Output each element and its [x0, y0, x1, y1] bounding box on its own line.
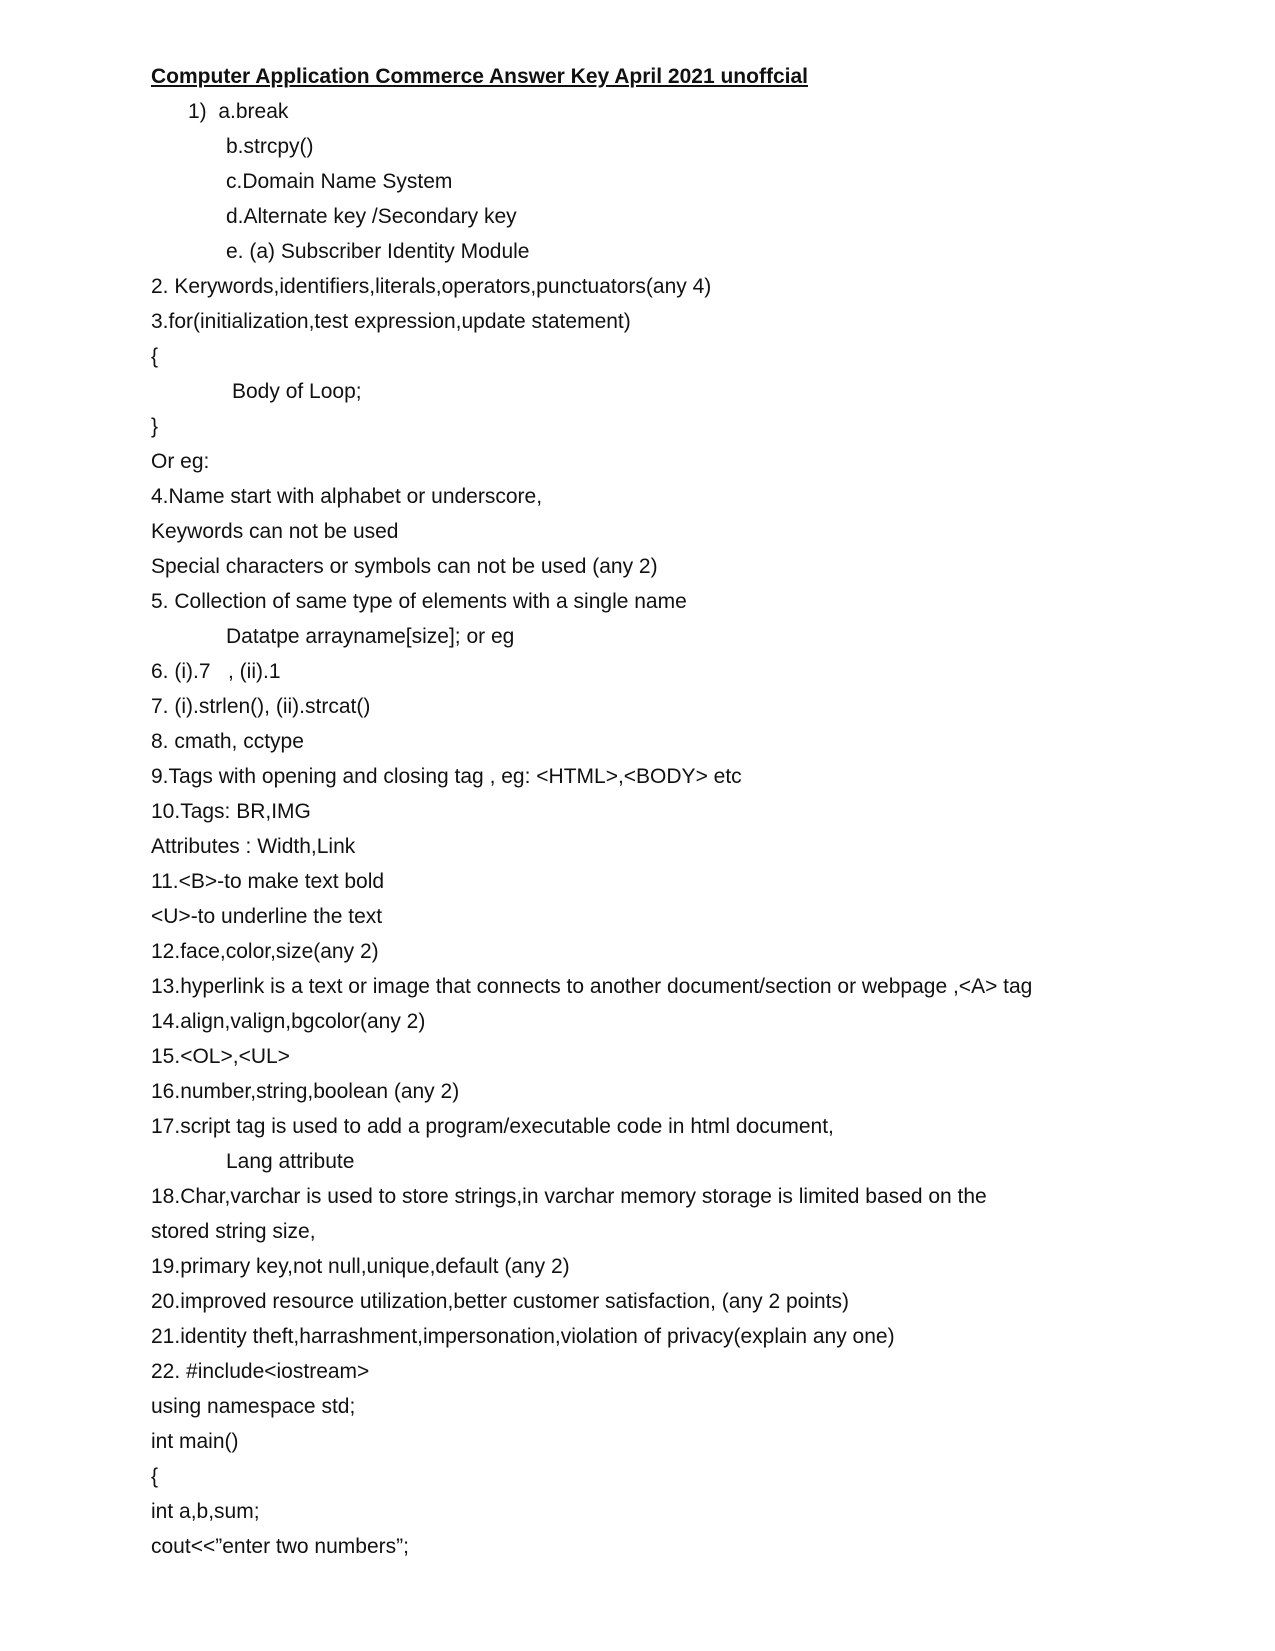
- answer-line: cout<<”enter two numbers”;: [151, 1535, 409, 1558]
- answer-line: {: [151, 345, 159, 368]
- answer-list: [151, 94, 1231, 1564]
- answer-line: int a,b,sum;: [151, 1500, 260, 1523]
- answer-line: d.Alternate key /Secondary key: [226, 205, 517, 228]
- answer-line: 8. cmath, cctype: [151, 730, 304, 753]
- answer-key-content: [151, 60, 1231, 1564]
- page-title: Computer Application Commerce Answer Key April 2021 unoffcial: [151, 65, 808, 88]
- answer-line: Datatpe arrayname[size]; or eg: [226, 625, 515, 648]
- answer-line: <U>-to underline the text: [151, 905, 383, 928]
- answer-line: 20.improved resource utilization,better customer satisfaction, (any 2 points): [151, 1290, 849, 1313]
- answer-line: 18.Char,varchar is used to store strings,in varchar memory storage is limited based on the: [151, 1185, 987, 1208]
- answer-line: 6. (i).7 , (ii).1: [151, 660, 281, 683]
- answer-line: {: [151, 1465, 159, 1488]
- answer-line: stored string size,: [151, 1220, 316, 1243]
- answer-line: 4.Name start with alphabet or underscore,: [151, 485, 543, 508]
- answer-line: 14.align,valign,bgcolor(any 2): [151, 1010, 426, 1033]
- answer-line: int main(): [151, 1430, 239, 1453]
- answer-line: 5. Collection of same type of elements with a single name: [151, 590, 687, 613]
- answer-line: 1) a.break: [188, 100, 289, 123]
- answer-line: 21.identity theft,harrashment,impersonation,violation of privacy(explain any one): [151, 1325, 895, 1348]
- answer-line: 3.for(initialization,test expression,update statement): [151, 310, 631, 333]
- answer-line: b.strcpy(): [226, 135, 314, 158]
- answer-line: c.Domain Name System: [226, 170, 453, 193]
- answer-line: Attributes : Width,Link: [151, 835, 356, 858]
- answer-line: 13.hyperlink is a text or image that connects to another document/section or webpage ,<A> tag: [151, 975, 1033, 998]
- answer-line: using namespace std;: [151, 1395, 356, 1418]
- answer-line: e. (a) Subscriber Identity Module: [226, 240, 530, 263]
- answer-line: }: [151, 415, 159, 438]
- answer-line: 10.Tags: BR,IMG: [151, 800, 311, 823]
- answer-line: 19.primary key,not null,unique,default (any 2): [151, 1255, 570, 1278]
- answer-line: 2. Kerywords,identifiers,literals,operators,punctuators(any 4): [151, 275, 712, 298]
- answer-line: 12.face,color,size(any 2): [151, 940, 379, 963]
- answer-line: 17.script tag is used to add a program/executable code in html document,: [151, 1115, 834, 1138]
- answer-line: 11.<B>-to make text bold: [151, 870, 385, 893]
- answer-line: Or eg:: [151, 450, 210, 473]
- answer-line: Keywords can not be used: [151, 520, 399, 543]
- answer-line: 22. #include<iostream>: [151, 1360, 370, 1383]
- answer-line: Special characters or symbols can not be used (any 2): [151, 555, 658, 578]
- answer-line: 9.Tags with opening and closing tag , eg: <HTML>,<BODY> etc: [151, 765, 742, 788]
- answer-line: 16.number,string,boolean (any 2): [151, 1080, 460, 1103]
- answer-line: 15.<OL>,<UL>: [151, 1045, 290, 1068]
- answer-line: Lang attribute: [226, 1150, 355, 1173]
- answer-line: 7. (i).strlen(), (ii).strcat(): [151, 695, 371, 718]
- answer-line: Body of Loop;: [232, 380, 362, 403]
